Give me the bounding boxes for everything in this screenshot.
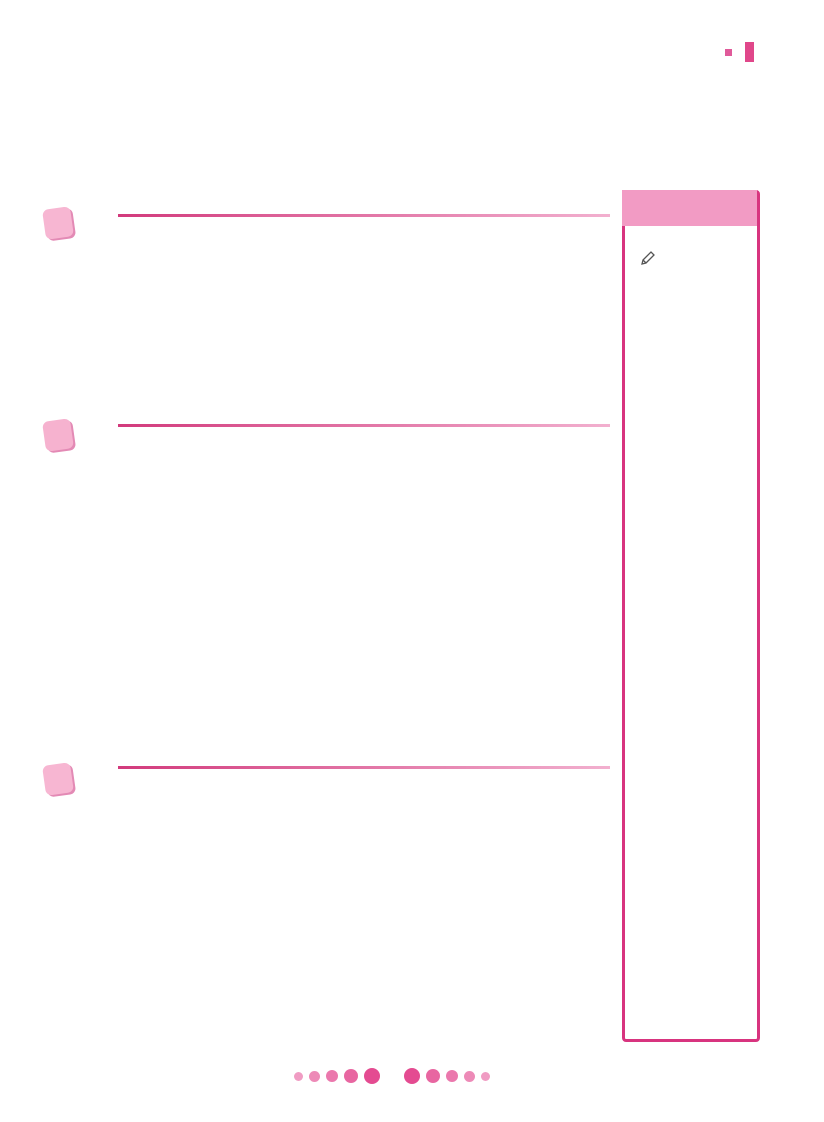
section-divider (118, 766, 610, 769)
section-divider (118, 424, 610, 427)
dot-icon (464, 1071, 475, 1082)
dot-icon (326, 1070, 338, 1082)
notes-header (622, 190, 757, 226)
dot-icon (294, 1072, 303, 1081)
dot-icon (364, 1068, 380, 1084)
notes-panel (622, 190, 760, 1042)
dot-icon (344, 1069, 358, 1083)
page-number-bar (0, 1068, 784, 1084)
section-divider (118, 214, 610, 217)
dot-icon (426, 1069, 440, 1083)
dot-icon (404, 1068, 420, 1084)
dot-icon (309, 1071, 320, 1082)
section-tag-sentences (42, 762, 74, 796)
page-header (713, 42, 754, 62)
section-tag-keywords (42, 418, 74, 452)
square-icon (725, 49, 732, 56)
dot-icon (446, 1070, 458, 1082)
pencil-icon (640, 250, 656, 266)
dot-icon (481, 1072, 490, 1081)
section-tag-write (42, 206, 74, 240)
bar-icon (745, 42, 754, 62)
